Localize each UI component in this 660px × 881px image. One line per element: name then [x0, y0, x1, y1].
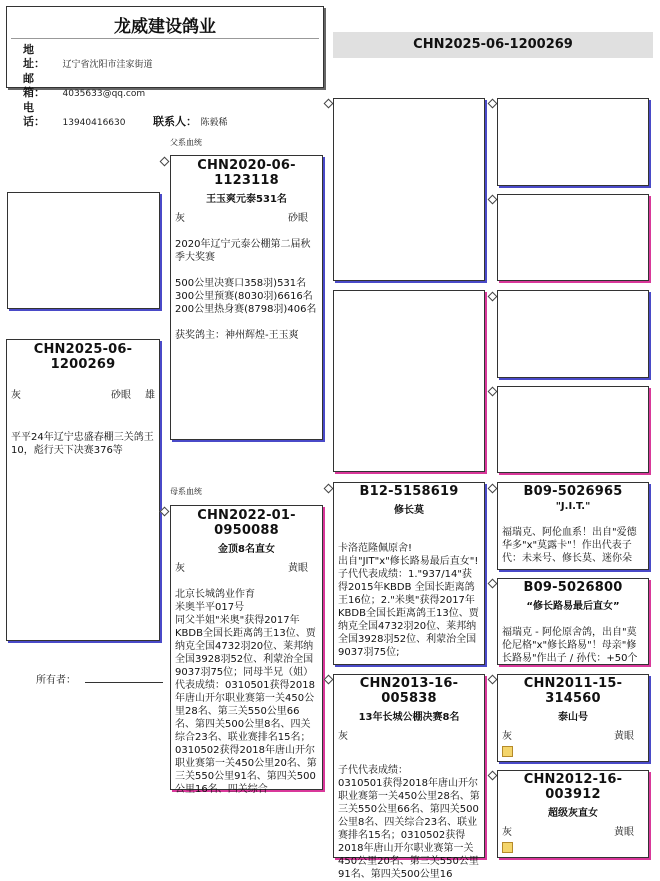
address-label: 地 址： — [23, 43, 45, 70]
sire-sire-card — [333, 98, 485, 281]
gg3-corner-icon — [488, 675, 498, 685]
great-grand-4 — [497, 386, 649, 473]
ggs-corner-2-icon — [488, 195, 498, 205]
dam-color: 灰 — [175, 563, 185, 574]
sire-color: 灰 — [175, 213, 185, 224]
sire-body: 2020年辽宁元泰公棚第二届秋季大奖赛 500公里决赛口358羽)531名 300公里预赛(8030羽)6616名 200公里热身赛(8798羽)406名 获奖鸽主：神州辉煌-王玉爽 — [175, 239, 317, 341]
owner-row — [36, 671, 163, 686]
dam-body: 北京长城鸽业作育 米奥半平017号 同父半姐"米奥"获得2017年KBDB全国长距离鸽王13位、贾纳克全国4732羽20位、莱邦纳全国3928羽52位、利蒙治全国9037羽75位；同母半兄（姐）代表成绩：0310501获得2018年唐山开尔职业赛第一关450公里28名、第三关550公里66名、第四关500公里8名、四关综合23名、联业赛排名15名；0310502获得2018年唐山开尔职业赛第一关450公里20名、第三关550公里91名、第四关500公里16名、四关综合 — [175, 589, 317, 795]
great-grand-2 — [497, 194, 649, 281]
gg3-title: 泰山号 — [558, 712, 588, 723]
gg2-body: 福瑞克 - 阿伦原舍鸽，出自"莫伦尼格"x"修长路易"！母亲"修长路易"作出子 / 孙代：+50个 — [502, 627, 638, 664]
email-value: 4035633@qq.com — [62, 89, 146, 99]
gg3-card — [497, 674, 649, 762]
subject-card — [6, 339, 160, 641]
gg4-corner-icon — [488, 771, 498, 781]
empty-box-left — [7, 192, 160, 309]
gg4-color: 灰 — [502, 827, 512, 838]
dam-label: 母系血统 — [170, 487, 202, 496]
dam-dam-ring: CHN2013-16-005838 — [359, 676, 459, 706]
email-row — [23, 72, 323, 101]
gg1-title: "J.I.T." — [555, 501, 591, 512]
gg1-card — [497, 482, 649, 570]
dam-sire-ring: B12-5158619 — [359, 484, 459, 499]
subject-color: 灰 — [11, 390, 21, 401]
phone-value: 13940416630 — [62, 118, 126, 128]
gg1-body: 福瑞克、阿伦血系！出自"爱德华多"x"莫露卡"！作出代表子代：未来号、修长莫、迷你朵 — [502, 527, 637, 564]
ggs-corner-3-icon — [488, 292, 498, 302]
gg1-corner-icon — [488, 484, 498, 494]
sire-corner-icon — [160, 157, 170, 167]
dam-dam-title: 13年长城公棚决赛8名 — [358, 712, 460, 723]
dam-sire-body: 卡洛范隆佩原舍! 出自"JIT"x"修长路易最后直女"! 子代代表成绩：1."937/14"获得2015年KBDB 全国长距离鸽王16位；2."米奥"获得2017年KBDB全国长距离鸽王13位、贾纳克全国4732羽20位、莱邦纳全国3928羽52位、利蒙治全国9037羽75位; — [338, 543, 479, 658]
dam-title: 金顶8名直女 — [218, 544, 275, 555]
email-label: 邮 箱： — [23, 72, 45, 99]
sire-label: 父系血统 — [170, 138, 202, 147]
gg4-ring: CHN2012-16-003912 — [523, 772, 623, 802]
great-grand-3 — [497, 290, 649, 378]
gg2-ring: B09-5026800 — [523, 580, 623, 595]
contact-value: 陈毅稀 — [200, 118, 228, 128]
top-ring-banner: CHN2025-06-1200269 — [333, 32, 653, 58]
dam-dam-color: 灰 — [338, 731, 348, 742]
gg3-eye: 黄眼 — [614, 731, 634, 742]
subject-ring: CHN2025-06-1200269 — [33, 342, 133, 372]
dam-ring: CHN2022-01-0950088 — [197, 508, 296, 538]
owner-blank[interactable] — [85, 682, 163, 683]
gg4-card — [497, 770, 649, 858]
gg4-eye: 黄眼 — [614, 827, 634, 838]
dam-sire-corner-icon — [324, 484, 334, 494]
sire-ring: CHN2020-06-1123118 — [197, 158, 296, 188]
dam-card — [170, 505, 323, 795]
subject-sex: 雄 — [145, 390, 155, 401]
contact-label: 联系人： — [153, 115, 197, 128]
dam-dam-body: 子代代表成绩： 0310501获得2018年唐山开尔职业赛第一关450公里28名、第三关550公里66名、第四关500公里8名、四关综合23名、联业赛排名15名；0310502获得2018年唐山开尔职业赛第一关450公里20名、第三关550公里91名、第四关500公里16 — [338, 765, 480, 880]
owner-label: 所有者： — [36, 675, 76, 686]
dam-sire-card — [333, 482, 485, 665]
gs-sire-corner-icon — [324, 99, 334, 109]
gg2-title: “修长路易最后直女” — [526, 601, 620, 612]
sire-eye: 砂眼 — [288, 213, 308, 224]
subject-eye: 砂眼 — [111, 390, 131, 401]
dam-dam-card — [333, 674, 485, 880]
dam-corner-icon — [160, 507, 170, 517]
gg3-color: 灰 — [502, 731, 512, 742]
gg3-ring: CHN2011-15-314560 — [523, 676, 623, 706]
dam-sire-title: 修长莫 — [394, 505, 424, 516]
gg2-corner-icon — [488, 579, 498, 589]
great-grand-1 — [497, 98, 649, 186]
sire-card — [170, 155, 323, 440]
ggs-corner-4-icon — [488, 387, 498, 397]
phone-label: 电 话： — [23, 101, 45, 128]
header-card — [6, 6, 324, 128]
sire-title: 王玉爽元泰531名 — [206, 194, 287, 205]
dam-eye: 黄眼 — [288, 563, 308, 574]
gg2-card — [497, 578, 649, 665]
ggs-corner-1-icon — [488, 99, 498, 109]
subject-note: 平平24年辽宁忠盛春棚三关鸽王10，彪行天下决赛376等 — [11, 432, 154, 456]
address-value: 辽宁省沈阳市洼家街道 — [62, 60, 153, 70]
address-row — [23, 43, 323, 72]
dam-dam-corner-icon — [324, 675, 334, 685]
sire-dam-card — [333, 290, 485, 472]
gg1-ring: B09-5026965 — [523, 484, 623, 499]
gg4-note-icon — [502, 842, 513, 853]
gg3-note-icon — [502, 746, 513, 757]
gg4-title: 超级灰直女 — [548, 808, 598, 819]
club-name: 龙威建设鸽业 — [11, 7, 319, 39]
phone-row — [23, 101, 323, 130]
